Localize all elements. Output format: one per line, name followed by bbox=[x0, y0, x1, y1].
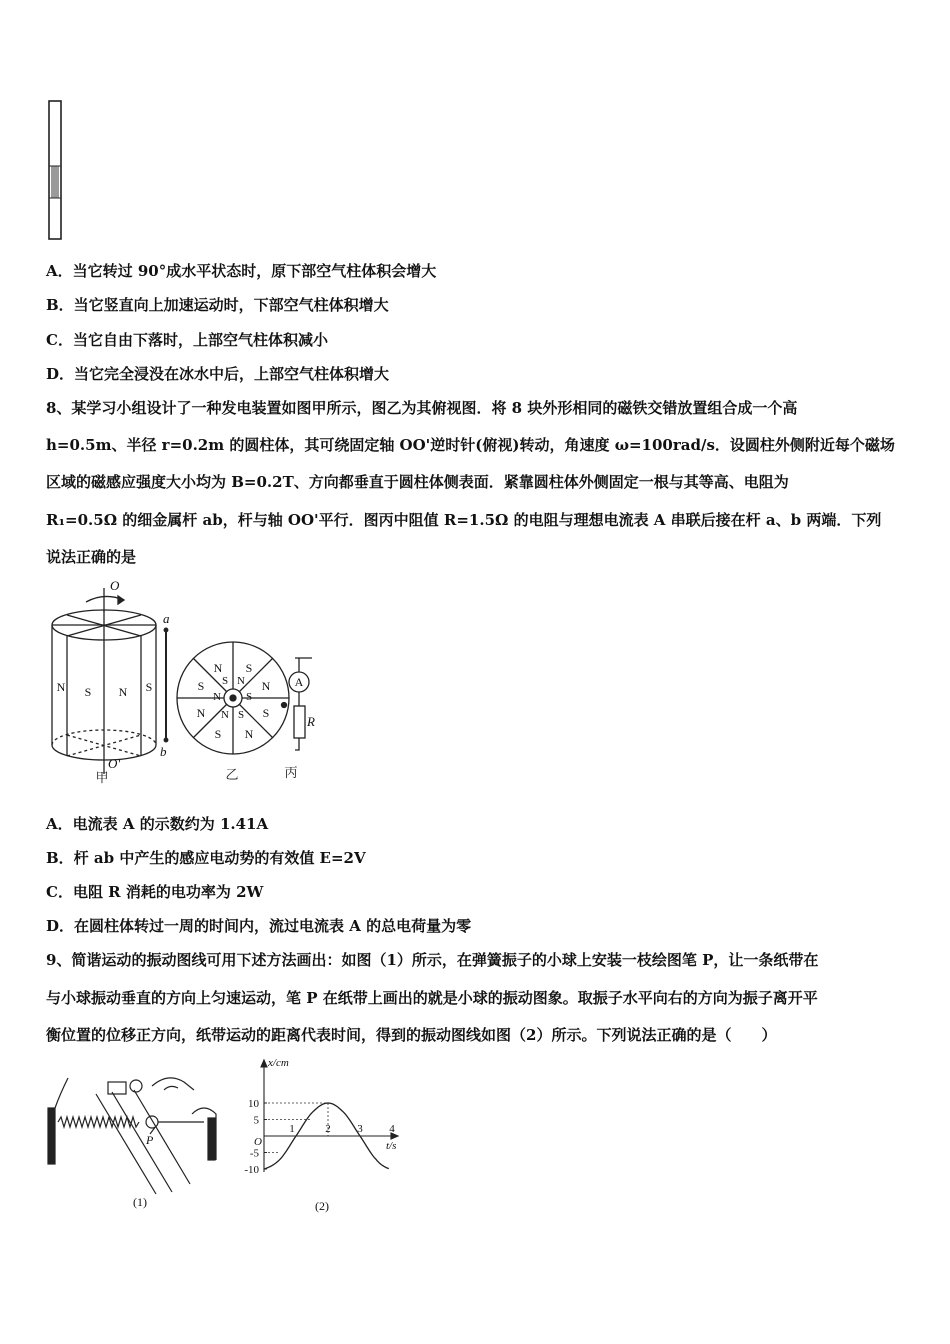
resistor-r-label: R bbox=[307, 714, 315, 729]
x-tick-label: 4 bbox=[389, 1123, 395, 1135]
pole-label: N bbox=[118, 685, 128, 699]
generator-figure bbox=[44, 578, 334, 784]
pole-label: N bbox=[237, 675, 245, 687]
axis-o-prime-label: O' bbox=[108, 756, 121, 771]
x-tick-label: 3 bbox=[357, 1123, 363, 1135]
pen-p-label: P bbox=[146, 1133, 154, 1147]
q8-option-b: B．杆 ab 中产生的感应电动势的有效值 E=2V bbox=[46, 849, 366, 867]
q8-option-c: C．电阻 R 消耗的电功率为 2W bbox=[46, 883, 264, 901]
q8-stem-line-1: 8、某学习小组设计了一种发电装置如图甲所示，图乙为其俯视图．将 8 块外形相同的磁铁交错放置组合成一个高 bbox=[46, 399, 798, 417]
rod-a-label: a bbox=[163, 611, 170, 626]
pole-label: N bbox=[213, 661, 223, 675]
y-tick-label: -5 bbox=[249, 1147, 259, 1160]
pole-label: S bbox=[237, 709, 245, 721]
q8-stem-line-2: h=0.5m、半径 r=0.2m 的圆柱体，其可绕固定轴 OO'逆时针(俯视)转动，角速度 ω=100rad/s．设圆柱外侧附近每个磁场 bbox=[46, 436, 895, 454]
q8-stem-line-4: R₁=0.5Ω 的细金属杆 ab，杆与轴 OO'平行．图丙中阻值 R=1.5Ω 的电阻与理想电流表 A 串联后接在杆 a、b 两端．下列 bbox=[46, 511, 882, 529]
pole-label: N bbox=[244, 727, 254, 741]
q7-option-c: C．当它自由下落时，上部空气柱体积减小 bbox=[46, 331, 328, 349]
y-tick-label: 5 bbox=[253, 1114, 259, 1127]
pole-label: N bbox=[213, 691, 221, 703]
q8-option-d: D．在圆柱体转过一周的时间内，流过电流表 A 的总电荷量为零 bbox=[46, 917, 472, 935]
origin-label: O bbox=[254, 1136, 262, 1148]
q7-option-a: A．当它转过 90°成水平状态时，原下部空气柱体积会增大 bbox=[46, 262, 437, 280]
pole-label: N bbox=[261, 679, 271, 693]
pole-label: N bbox=[56, 680, 66, 694]
figure-yi-label: 乙 bbox=[225, 768, 239, 783]
figure-jia-label: 甲 bbox=[95, 771, 109, 784]
spring-oscillator-figure bbox=[44, 1066, 220, 1216]
tube-figure bbox=[44, 98, 68, 242]
y-tick-label: 10 bbox=[248, 1098, 259, 1110]
rod-b-label: b bbox=[160, 744, 167, 759]
q9-stem-line-2: 与小球振动垂直的方向上匀速运动，笔 P 在纸带上画出的就是小球的振动图象。取振子水平向右的方向为振子离开平 bbox=[46, 989, 818, 1007]
pole-label: S bbox=[262, 706, 270, 720]
vibration-graph bbox=[226, 1050, 416, 1216]
x-tick-label: 1 bbox=[289, 1123, 295, 1135]
pole-label: S bbox=[245, 661, 253, 675]
q9-stem-line-1: 9、简谐运动的振动图线可用下述方法画出：如图（1）所示，在弹簧振子的小球上安装一枝绘图笔 P，让一条纸带在 bbox=[46, 951, 819, 969]
pole-label: N bbox=[196, 706, 206, 720]
pole-label: S bbox=[245, 691, 253, 703]
y-axis-label: x/cm bbox=[268, 1057, 289, 1069]
figure-1-caption: (1) bbox=[133, 1195, 147, 1209]
x-tick-label: 2 bbox=[325, 1123, 331, 1135]
ammeter-label: A bbox=[294, 675, 304, 689]
q8-option-a: A．电流表 A 的示数约为 1.41A bbox=[46, 815, 269, 833]
q7-option-b: B．当它竖直向上加速运动时，下部空气柱体积增大 bbox=[46, 296, 389, 314]
figure-2-caption: (2) bbox=[315, 1199, 329, 1213]
q9-stem-line-3: 衡位置的位移正方向，纸带运动的距离代表时间，得到的振动图线如图（2）所示。下列说法正确的是（ ） bbox=[46, 1026, 777, 1044]
x-axis-label: t/s bbox=[386, 1140, 397, 1152]
q8-stem-line-5: 说法正确的是 bbox=[46, 548, 137, 566]
pole-label: S bbox=[145, 680, 153, 694]
mercury-column bbox=[51, 166, 59, 198]
pole-label: S bbox=[214, 727, 222, 741]
pole-label: S bbox=[221, 675, 229, 687]
q8-stem-line-3: 区域的磁感应强度大小均为 B=0.2T、方向都垂直于圆柱体侧表面．紧靠圆柱体外侧固定一根与其等高、电阻为 bbox=[46, 473, 789, 491]
pole-label: N bbox=[221, 709, 229, 721]
axis-o-label: O bbox=[110, 578, 120, 593]
figure-bing-label: 丙 bbox=[284, 766, 298, 781]
pole-label: S bbox=[84, 685, 92, 699]
y-tick-label: -10 bbox=[244, 1164, 259, 1176]
q7-option-d: D．当它完全浸没在冰水中后，上部空气柱体积增大 bbox=[46, 365, 390, 383]
pole-label: S bbox=[197, 679, 205, 693]
